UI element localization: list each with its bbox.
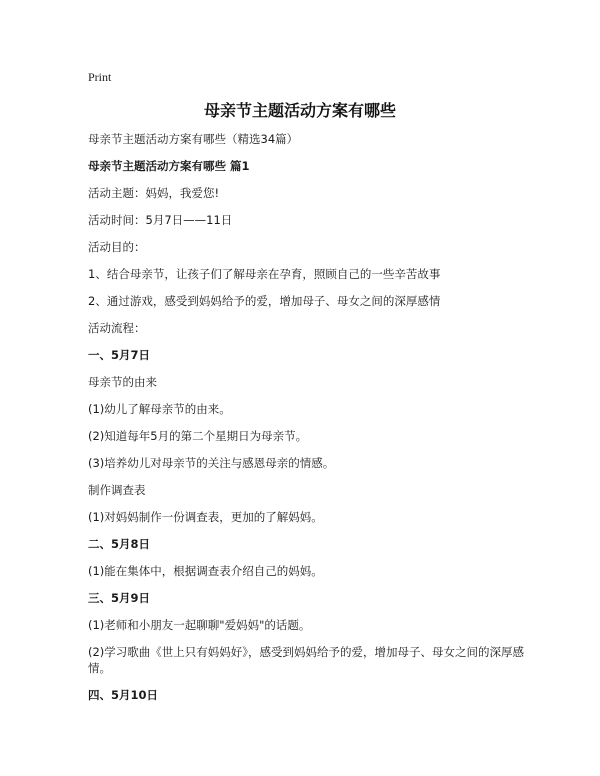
paragraph-line: (1)幼儿了解母亲节的由来。 xyxy=(88,402,231,416)
paragraph-line: 活动流程： xyxy=(88,321,146,335)
paragraph-line: (3)培养幼儿对母亲节的关注与感恩母亲的情感。 xyxy=(88,456,335,470)
day-heading: 一、5月7日 xyxy=(88,348,151,362)
day-heading: 二、5月8日 xyxy=(88,537,151,551)
paragraph-line: (1)能在集体中，根据调查表介绍自己的妈妈。 xyxy=(88,564,323,578)
day-heading: 三、5月9日 xyxy=(88,591,151,605)
paragraph-line: (1)老师和小朋友一起聊聊"爱妈妈"的话题。 xyxy=(88,618,311,632)
paragraph-line: (1)对妈妈制作一份调查表，更加的了解妈妈。 xyxy=(88,510,323,524)
document-body xyxy=(88,131,528,714)
print-label: Print xyxy=(88,70,112,84)
paragraph-line: 活动时间：5月7日——11日 xyxy=(88,213,233,227)
paragraph-line: (2)学习歌曲《世上只有妈妈好》，感受到妈妈给予的爱，增加母子、母女之间的深厚感情。 xyxy=(88,645,525,675)
paragraph-line: (2)知道每年5月的第二个星期日为母亲节。 xyxy=(88,429,308,443)
paragraph-line: 母亲节的由来 xyxy=(88,375,157,389)
paragraph-line: 1、结合母亲节，让孩子们了解母亲在孕育，照顾自己的一些辛苦故事 xyxy=(88,267,441,281)
paragraph-line: 制作调查表 xyxy=(88,483,146,497)
section-heading: 母亲节主题活动方案有哪些 篇1 xyxy=(88,159,250,173)
subtitle-line: 母亲节主题活动方案有哪些（精选34篇） xyxy=(88,132,299,146)
paragraph-line: 活动主题：妈妈，我爱您! xyxy=(88,186,220,200)
day-heading: 四、5月10日 xyxy=(88,688,159,702)
paragraph-line: 活动目的： xyxy=(88,240,146,254)
document-title: 母亲节主题活动方案有哪些 xyxy=(203,101,396,120)
paragraph-line: 2、通过游戏，感受到妈妈给予的爱，增加母子、母女之间的深厚感情 xyxy=(88,294,441,308)
